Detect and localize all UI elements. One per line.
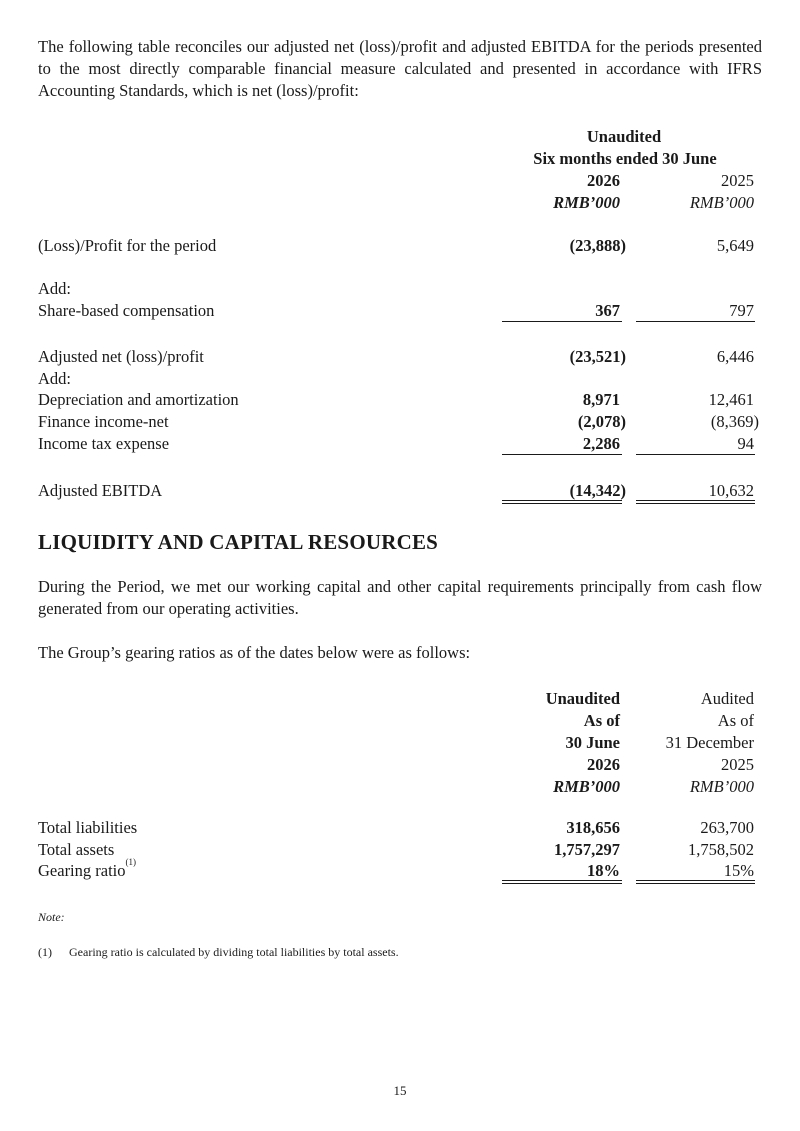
row-gearing-2026: 18% [587, 861, 620, 880]
table2-col1-h4: 2026 [587, 755, 620, 774]
table2-col2-h4: 2025 [721, 755, 754, 774]
row-fin-income-label: Finance income-net [38, 412, 169, 431]
section-heading: LIQUIDITY AND CAPITAL RESOURCES [38, 530, 439, 554]
row-tax-2025: 94 [737, 434, 754, 453]
row-add-label-1: Add: [38, 279, 71, 298]
row-adj-net-label: Adjusted net (loss)/profit [38, 347, 204, 366]
gearing-double-rule-col1 [502, 880, 622, 884]
row-assets-2026: 1,757,297 [554, 840, 620, 859]
table2-col2-h2: As of [717, 711, 754, 730]
note-heading: Note: [38, 910, 65, 924]
table2-col1-h1: Unaudited [545, 689, 620, 708]
table1-header-unaudited: Unaudited [586, 127, 662, 146]
subtotal-rule-2-col2 [636, 454, 755, 455]
row-tax-2026: 2,286 [582, 434, 620, 453]
table1-col2-unit: RMB’000 [689, 193, 754, 212]
gearing-double-rule-col2 [636, 880, 755, 884]
table2-col1-unit: RMB’000 [553, 777, 620, 796]
row-adj-net-2026: (23,521) [569, 347, 626, 366]
row-ebitda-2026: (14,342) [569, 481, 626, 500]
row-adj-net-2025: 6,446 [716, 347, 754, 366]
table1-col1-unit: RMB’000 [553, 193, 620, 212]
footnote-marker: (1) [125, 857, 137, 867]
row-fin-income-2025: (8,369) [710, 412, 759, 431]
row-ebitda-2025: 10,632 [708, 481, 754, 500]
row-loss-profit-2026: (23,888) [569, 236, 626, 255]
table1-col1-year: 2026 [587, 171, 620, 190]
table2-col1-h2: As of [583, 711, 620, 730]
row-loss-profit-label: (Loss)/Profit for the period [38, 236, 217, 255]
row-tax-label: Income tax expense [38, 434, 170, 453]
gearing-intro-paragraph: The Group’s gearing ratios as of the dates below were as follows: [38, 643, 471, 662]
row-loss-profit-2025: 5,649 [716, 236, 754, 255]
row-dep-amort-2025: 12,461 [708, 390, 754, 409]
note-number: (1) [38, 945, 52, 959]
table1-col2-year: 2025 [721, 171, 754, 190]
table1-header-period: Six months ended 30 June [533, 149, 717, 168]
table2-col2-unit: RMB’000 [689, 777, 754, 796]
row-gearing-2025: 15% [723, 861, 754, 880]
row-share-comp-label: Share-based compensation [38, 301, 215, 320]
row-fin-income-2026: (2,078) [577, 412, 626, 431]
note-text: Gearing ratio is calculated by dividing total liabilities by total assets. [69, 945, 399, 959]
row-liabilities-2025: 263,700 [700, 818, 754, 837]
subtotal-rule-1-col1 [502, 321, 622, 322]
row-share-comp-2025: 797 [729, 301, 754, 320]
liquidity-paragraph: During the Period, we met our working capital and other capital requirements principally from cash flow generated from our operating activities. [38, 577, 762, 618]
row-liabilities-2026: 318,656 [566, 818, 620, 837]
row-share-comp-2026: 367 [595, 301, 620, 320]
row-gearing-label: Gearing ratio$^{(1)}$ [38, 857, 137, 880]
subtotal-rule-1-col2 [636, 321, 755, 322]
row-dep-amort-2026: 8,971 [582, 390, 620, 409]
row-ebitda-label: Adjusted EBITDA [38, 481, 163, 500]
table2-col2-h1: Audited [700, 689, 754, 708]
row-dep-amort-label: Depreciation and amortization [38, 390, 239, 409]
row-assets-2025: 1,758,502 [688, 840, 754, 859]
table2-col1-h3: 30 June [565, 733, 620, 752]
total-double-rule-col2 [636, 500, 755, 504]
subtotal-rule-2-col1 [502, 454, 622, 455]
total-double-rule-col1 [502, 500, 622, 504]
page-number: 15 [393, 1083, 407, 1098]
row-liabilities-label: Total liabilities [38, 818, 138, 837]
table2-col2-h3: 31 December [665, 733, 754, 752]
intro-paragraph: The following table reconciles our adjusted net (loss)/profit and adjusted EBITDA for the periods presented to the most directly comparable financial measure calculated and presented in accordance with IFRS Accounting Standards, which is net (loss)/profit: [38, 37, 762, 100]
row-add-label-2: Add: [38, 369, 71, 388]
row-assets-label: Total assets [38, 840, 115, 859]
